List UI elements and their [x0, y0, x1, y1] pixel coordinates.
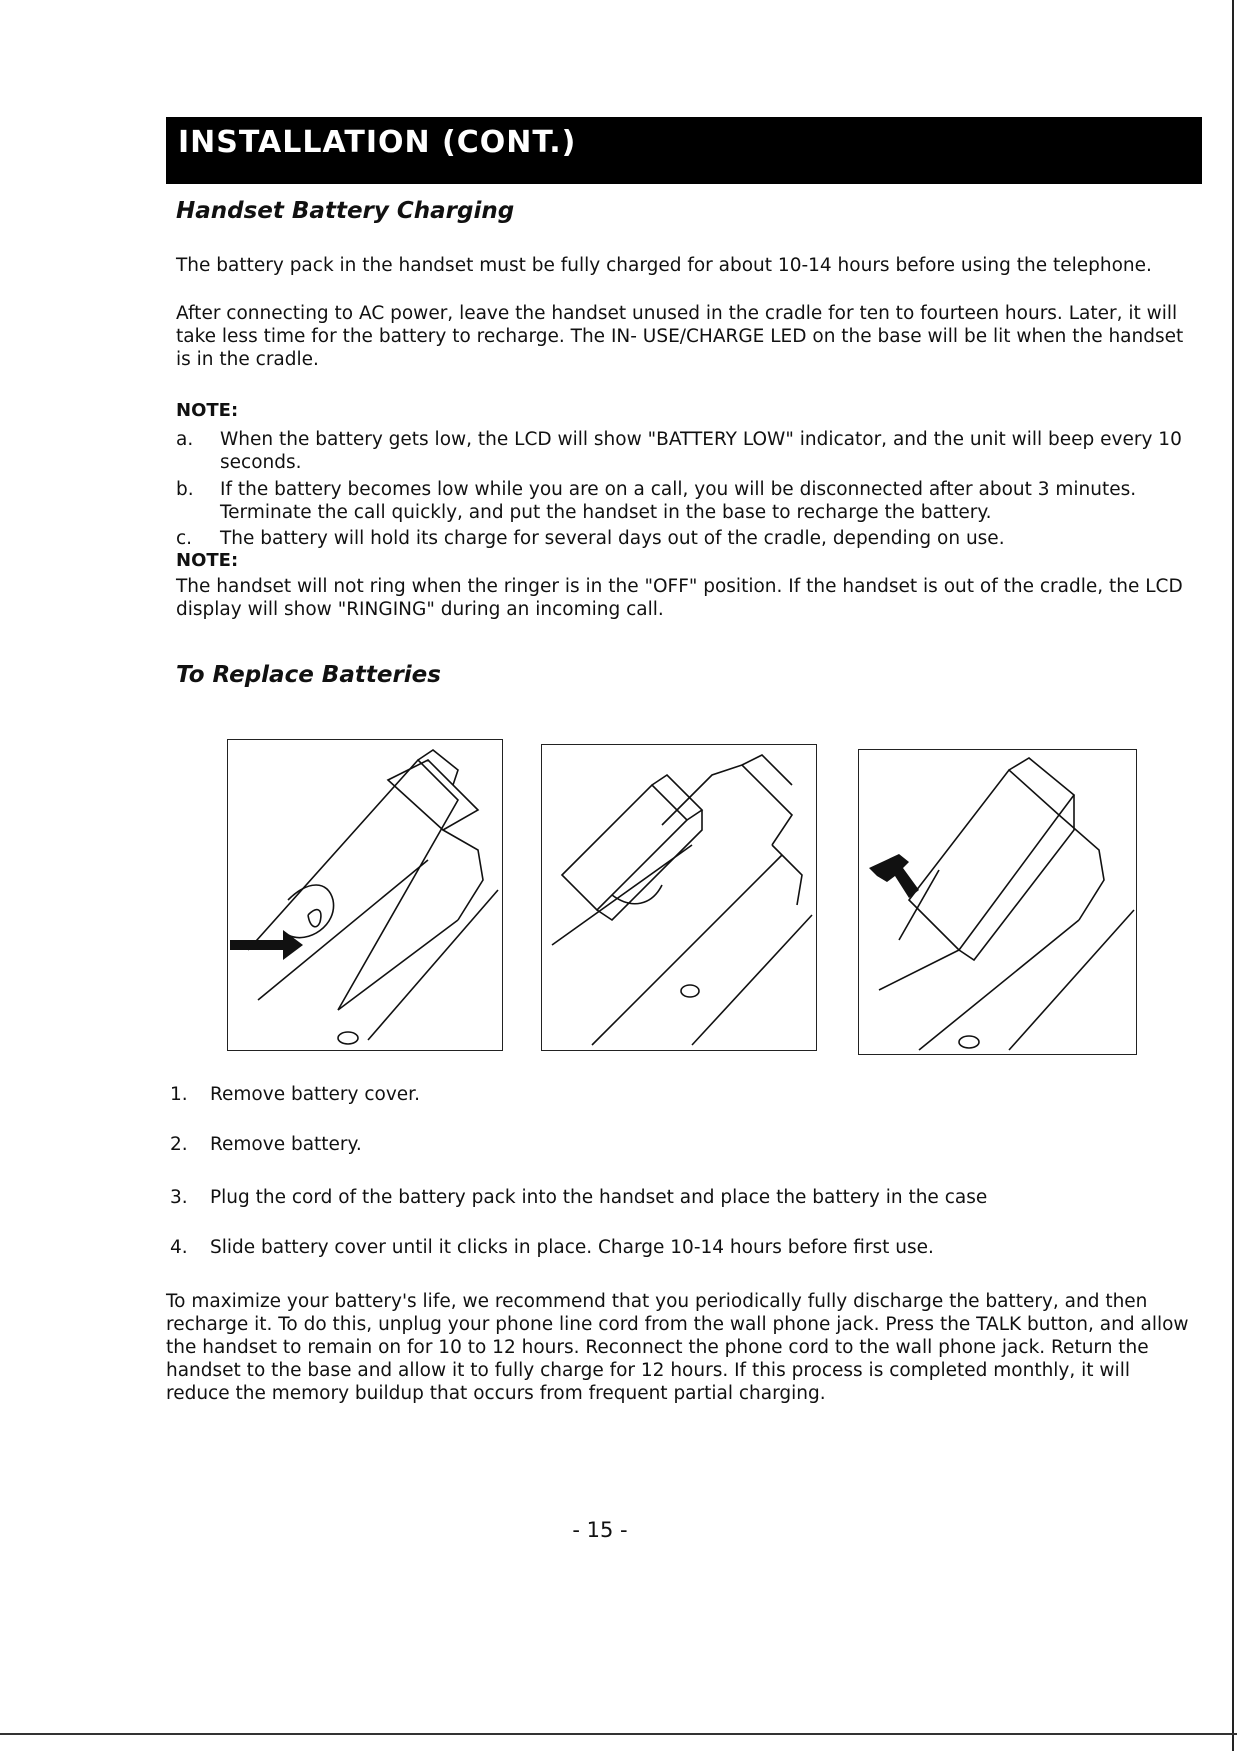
- handset-remove-battery-drawing: [542, 745, 816, 1050]
- note-label: NOTE:: [176, 400, 239, 421]
- step-text: Slide battery cover until it clicks in place. Charge 10-14 hours before first use.: [210, 1237, 934, 1258]
- page-number: - 15 -: [572, 1518, 628, 1542]
- note-item: [176, 478, 1196, 526]
- note-label-2: NOTE:: [176, 550, 239, 571]
- handset-slide-cover-illustration: [858, 749, 1137, 1055]
- note-item: [176, 428, 1196, 476]
- arrow-icon: [869, 854, 919, 898]
- step-item: [170, 1236, 1200, 1260]
- step-marker: 3.: [170, 1187, 188, 1208]
- step-marker: 2.: [170, 1134, 188, 1155]
- arrow-icon: [230, 930, 303, 960]
- note-item: [176, 527, 1196, 551]
- step-marker: 4.: [170, 1237, 188, 1258]
- note-marker: a.: [176, 429, 194, 450]
- note-text: The battery will hold its charge for several days out of the cradle, depending on use.: [220, 528, 1005, 549]
- closing-paragraph: To maximize your battery's life, we recommend that you periodically fully discharge the battery, and then recharge it. To do this, unplug your phone line cord from the wall phone jack. Press the TALK button, and allow the handset to remain on for 10 to 12 hours. Reconnect the phone cord to the wall phone jack. Return the handset to the base and allow it to fully charge for 12 hours. If this process is completed monthly, it will reduce the memory buildup that occurs from frequent partial charging.: [166, 1291, 1189, 1404]
- note-text: When the battery gets low, the LCD will show "BATTERY LOW" indicator, and the unit will beep every 10 seconds.: [220, 429, 1182, 473]
- replace-heading: To Replace Batteries: [176, 662, 441, 688]
- charging-paragraph-2: After connecting to AC power, leave the handset unused in the cradle for ten to fourteen hours. Later, it will take less time for the battery to recharge. The IN- USE/CHARGE LED on the base will be lit when the handset is in the cradle.: [176, 303, 1184, 370]
- note-marker: c.: [176, 528, 193, 549]
- note-text: If the battery becomes low while you are on a call, you will be disconnected after about 3 minutes. Terminate the call quickly, and put the handset in the base to recharge the battery.: [220, 479, 1137, 523]
- page-edge-bottom: [0, 1733, 1237, 1735]
- charging-heading: Handset Battery Charging: [176, 198, 515, 224]
- section-title: INSTALLATION (CONT.): [178, 125, 577, 160]
- step-item: [170, 1186, 1200, 1210]
- step-text: Plug the cord of the battery pack into the handset and place the battery in the case: [210, 1187, 988, 1208]
- charging-paragraph-1: The battery pack in the handset must be fully charged for about 10-14 hours before using the telephone.: [176, 255, 1152, 276]
- handset-remove-cover-drawing: [228, 740, 502, 1050]
- step-item: [170, 1083, 1200, 1107]
- step-text: Remove battery cover.: [210, 1084, 420, 1105]
- step-text: Remove battery.: [210, 1134, 362, 1155]
- handset-remove-battery-illustration: [541, 744, 817, 1051]
- handset-slide-cover-drawing: [859, 750, 1136, 1054]
- page-edge-right: [1232, 0, 1234, 1751]
- step-item: [170, 1133, 1200, 1157]
- step-marker: 1.: [170, 1084, 188, 1105]
- handset-remove-cover-illustration: [227, 739, 503, 1051]
- note-marker: b.: [176, 479, 194, 500]
- section-banner: [166, 117, 1202, 184]
- note-2-text: The handset will not ring when the ringer is in the "OFF" position. If the handset is out of the cradle, the LCD display will show "RINGING" during an incoming call.: [176, 576, 1183, 620]
